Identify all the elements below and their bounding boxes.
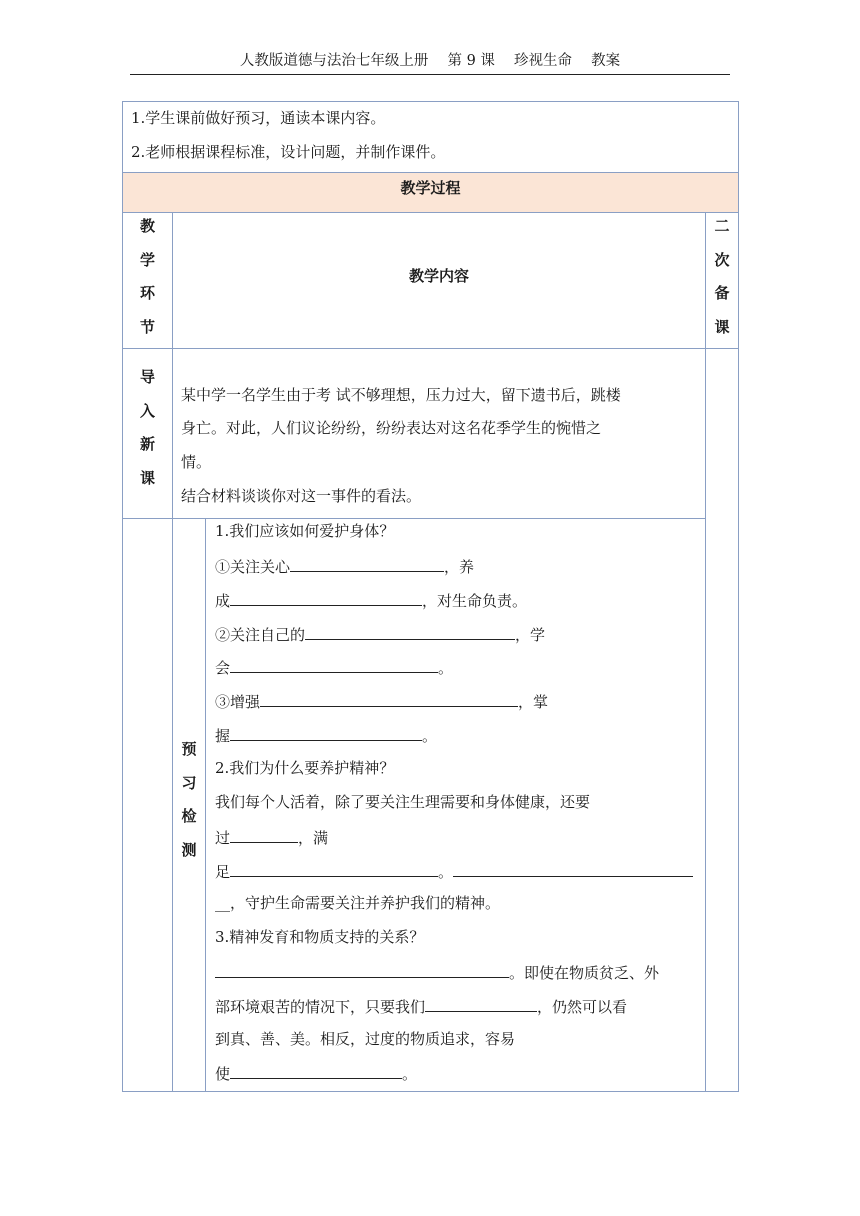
page-header: 人教版道德与法治七年级上册 第 9 课 珍视生命 教案 — [130, 48, 730, 75]
q1-line-a: ①关注关心 ，养 — [215, 555, 474, 577]
blank[interactable] — [230, 656, 438, 673]
intro-line-4: 结合材料谈谈你对这一事件的看法。 — [181, 487, 422, 505]
q1-title: 1.我们应该如何爱护身体？ — [215, 522, 395, 540]
blank[interactable] — [305, 623, 515, 640]
blank[interactable] — [230, 860, 438, 877]
prep-line-1: 1.学生课前做好预习，通读本课内容。 — [131, 109, 386, 127]
q1-line-e: ③增强 ，掌 — [215, 690, 548, 712]
q2-line-c: 足 。 — [215, 860, 693, 882]
intro-line-2: 身亡。对此，人们议论纷纷，纷纷表达对这名花季学生的惋惜之 — [181, 419, 602, 437]
blank[interactable] — [215, 961, 509, 978]
q3-line-b: 部环境艰苦的情况下，只要我们 ，仍然可以看 — [215, 995, 627, 1017]
q3-line-d: 使 。 — [215, 1062, 417, 1084]
blank[interactable] — [453, 860, 693, 877]
blank[interactable] — [425, 995, 537, 1012]
q3-title: 3.精神发育和物质支持的关系？ — [215, 928, 425, 946]
intro-label: 导 入 新 课 — [139, 368, 155, 487]
q1-line-b: 成 ，对生命负责。 — [215, 589, 527, 611]
blank[interactable] — [230, 724, 422, 741]
blank[interactable] — [260, 690, 518, 707]
q3-line-c: 到真、善、美。相反，过度的物质追求，容易 — [215, 1030, 516, 1048]
intro-line-3: 情。 — [181, 453, 212, 471]
q3-line-a: 。即使在物质贫乏、外 — [215, 961, 659, 983]
blank[interactable] — [230, 589, 422, 606]
prep-line-2: 2.老师根据课程标准，设计问题，并制作课件。 — [131, 143, 446, 161]
q1-line-f: 握 。 — [215, 724, 437, 746]
q1-line-c: ②关注自己的 ，学 — [215, 623, 545, 645]
q2-line-b: 过 ，满 — [215, 826, 328, 848]
blank[interactable] — [230, 826, 298, 843]
second-prep-cell — [705, 348, 739, 1092]
preview-left-cell — [122, 518, 173, 1092]
q2-title: 2.我们为什么要养护精神？ — [215, 759, 395, 777]
q2-line-a: 我们每个人活着，除了要关注生理需要和身体健康，还要 — [215, 793, 591, 811]
q1-line-d: 会 。 — [215, 656, 453, 678]
q2-line-d: __，守护生命需要关注并养护我们的精神。 — [215, 894, 501, 912]
content-header-label: 教学内容 — [408, 267, 469, 285]
second-prep-header-label: 二 次 备 课 — [714, 217, 730, 336]
preview-label: 预 习 检 测 — [181, 740, 197, 859]
process-title: 教学过程 — [400, 179, 461, 197]
intro-line-1: 某中学一名学生由于考 试不够理想，压力过大，留下遗书后，跳楼 — [181, 386, 621, 404]
blank[interactable] — [230, 1062, 402, 1079]
blank[interactable] — [290, 555, 444, 572]
stage-header-label: 教 学 环 节 — [139, 217, 155, 336]
